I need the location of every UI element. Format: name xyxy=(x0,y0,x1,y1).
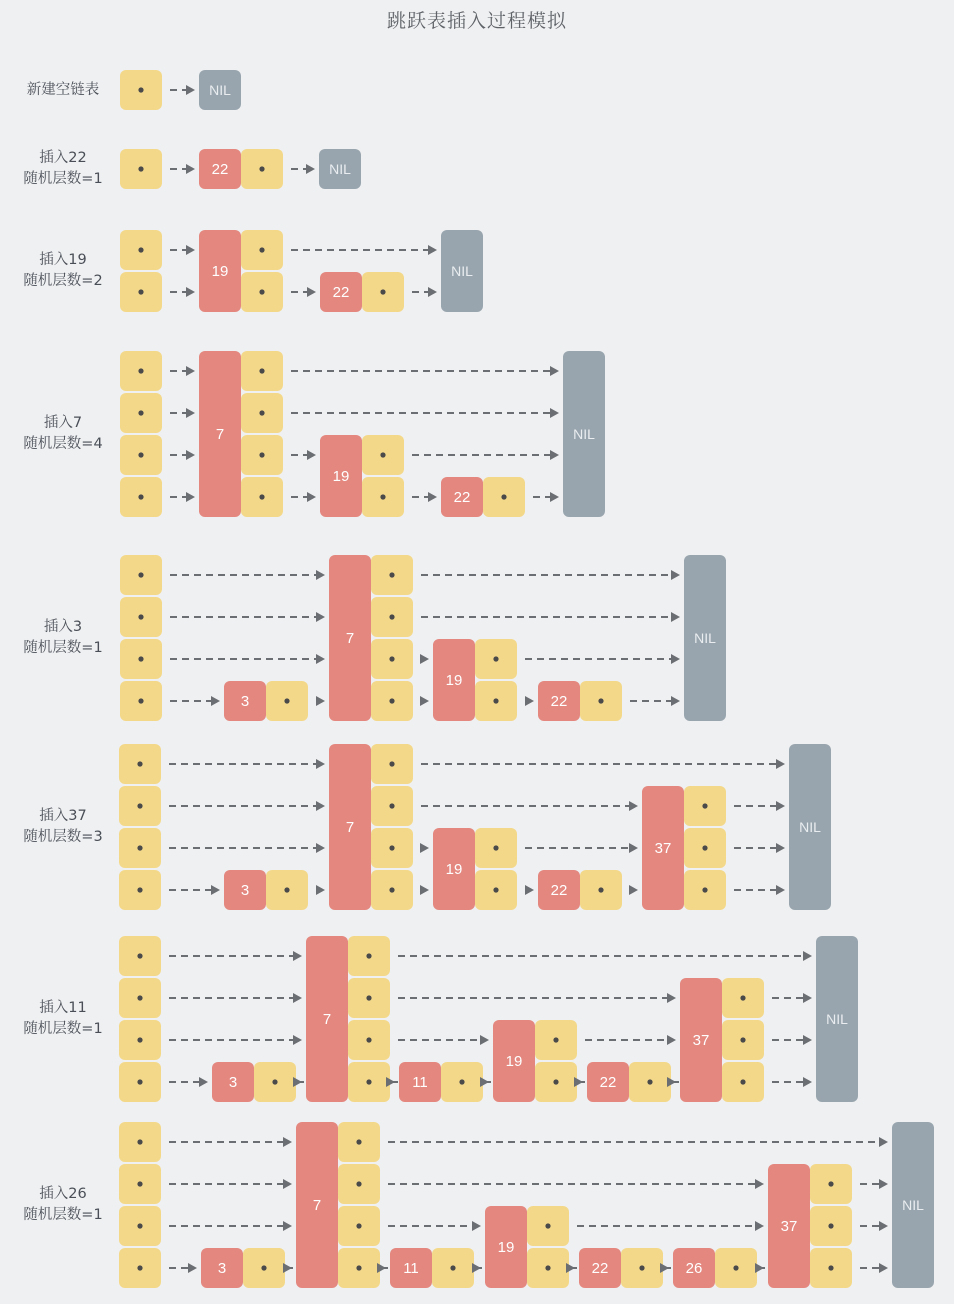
node-key-label: 37 xyxy=(654,840,672,857)
level-pointer-arrow xyxy=(734,843,785,853)
level-pointer-arrow xyxy=(630,696,680,706)
pointer-dot xyxy=(138,368,143,373)
pointer-dot xyxy=(259,410,264,415)
nil-label: NIL xyxy=(209,82,231,98)
pointer-dot xyxy=(389,656,394,661)
pointer-dot xyxy=(366,1037,371,1042)
level-pointer-arrow xyxy=(772,1077,812,1087)
pointer-dot xyxy=(389,572,394,577)
level-pointer-arrow xyxy=(412,450,559,460)
level-pointer-arrow xyxy=(291,408,559,418)
pointer-dot xyxy=(553,1079,558,1084)
level-pointer-arrow xyxy=(577,1221,764,1231)
step-label-line: 插入19 xyxy=(39,252,87,268)
pointer-dot xyxy=(828,1265,833,1270)
node-key-label: 7 xyxy=(322,1011,332,1028)
pointer-dot xyxy=(284,698,289,703)
level-pointer-arrow xyxy=(291,287,316,297)
insert-step-3 xyxy=(120,351,605,517)
pointer-dot xyxy=(702,887,707,892)
level-pointer-arrow xyxy=(412,287,437,297)
level-pointer-arrow xyxy=(525,885,534,895)
level-pointer-arrow xyxy=(169,1035,302,1045)
level-pointer-arrow xyxy=(170,450,195,460)
pointer-dot xyxy=(598,887,603,892)
node-key-label: 26 xyxy=(685,1260,703,1277)
level-pointer-arrow xyxy=(170,366,195,376)
step-label-line: 插入37 xyxy=(39,808,87,824)
pointer-dot xyxy=(259,289,264,294)
pointer-dot xyxy=(138,494,143,499)
node-key-label: 11 xyxy=(403,1260,419,1277)
nil-label: NIL xyxy=(451,263,473,279)
step-label-line: 插入26 xyxy=(39,1186,87,1202)
node-key-label: 3 xyxy=(240,693,250,710)
pointer-dot xyxy=(380,494,385,499)
pointer-dot xyxy=(366,1079,371,1084)
pointer-dot xyxy=(380,289,385,294)
insert-step-5 xyxy=(119,744,831,910)
pointer-dot xyxy=(493,845,498,850)
step-label xyxy=(8,806,118,848)
pointer-dot xyxy=(137,1265,142,1270)
step-label xyxy=(8,250,118,292)
step-label-line: 随机层数=1 xyxy=(23,640,103,656)
pointer-dot xyxy=(389,845,394,850)
pointer-dot xyxy=(740,1037,745,1042)
level-pointer-arrow xyxy=(420,885,429,895)
pointer-dot xyxy=(137,1181,142,1186)
step-label xyxy=(8,1184,118,1226)
level-pointer-arrow xyxy=(291,245,437,255)
nil-label: NIL xyxy=(329,161,351,177)
step-label xyxy=(8,80,118,101)
level-pointer-arrow xyxy=(170,492,195,502)
insert-step-0 xyxy=(120,70,241,110)
level-pointer-arrow xyxy=(170,612,325,622)
node-key-label: 7 xyxy=(312,1197,322,1214)
node-key-label: 19 xyxy=(445,861,463,878)
node-key-label: 22 xyxy=(550,693,568,710)
level-pointer-arrow xyxy=(585,1035,676,1045)
node-key-label: 19 xyxy=(497,1239,515,1256)
step-label xyxy=(8,148,118,190)
level-pointer-arrow xyxy=(291,450,316,460)
level-pointer-arrow xyxy=(169,885,220,895)
level-pointer-arrow xyxy=(291,492,316,502)
pointer-dot xyxy=(366,995,371,1000)
level-pointer-arrow xyxy=(772,993,812,1003)
pointer-dot xyxy=(389,803,394,808)
nil-label: NIL xyxy=(902,1197,924,1213)
level-pointer-arrow xyxy=(170,164,195,174)
level-pointer-arrow xyxy=(169,993,302,1003)
level-pointer-arrow xyxy=(293,1077,304,1087)
step-label-line: 随机层数=1 xyxy=(23,1021,103,1037)
pointer-dot xyxy=(553,1037,558,1042)
level-pointer-arrow xyxy=(525,654,680,664)
level-pointer-arrow xyxy=(772,1035,812,1045)
pointer-dot xyxy=(137,995,142,1000)
level-pointer-arrow xyxy=(525,696,534,706)
pointer-dot xyxy=(284,887,289,892)
level-pointer-arrow xyxy=(169,1221,292,1231)
level-pointer-arrow xyxy=(169,1077,208,1087)
pointer-dot xyxy=(261,1265,266,1270)
diagram-title: 跳跃表插入过程模拟 xyxy=(386,10,567,32)
level-pointer-arrow xyxy=(860,1263,888,1273)
node-key-label: 7 xyxy=(345,630,355,647)
level-pointer-arrow xyxy=(386,1077,398,1087)
level-pointer-arrow xyxy=(170,287,195,297)
level-pointer-arrow xyxy=(291,164,315,174)
pointer-dot xyxy=(137,1223,142,1228)
level-pointer-arrow xyxy=(283,1263,293,1273)
pointer-dot xyxy=(356,1223,361,1228)
level-pointer-arrow xyxy=(412,492,437,502)
pointer-dot xyxy=(138,452,143,457)
pointer-dot xyxy=(137,953,142,958)
level-pointer-arrow xyxy=(388,1221,481,1231)
level-pointer-arrow xyxy=(377,1263,388,1273)
pointer-dot xyxy=(137,1037,142,1042)
step-label xyxy=(8,413,118,455)
step-label-line: 随机层数=4 xyxy=(23,436,103,452)
nil-label: NIL xyxy=(694,630,716,646)
pointer-dot xyxy=(259,166,264,171)
pointer-dot xyxy=(389,614,394,619)
node-key-label: 3 xyxy=(240,882,250,899)
pointer-dot xyxy=(138,656,143,661)
level-pointer-arrow xyxy=(421,570,680,580)
nil-label: NIL xyxy=(826,1011,848,1027)
pointer-dot xyxy=(828,1223,833,1228)
pointer-dot xyxy=(259,452,264,457)
level-pointer-arrow xyxy=(660,1263,671,1273)
pointer-dot xyxy=(138,614,143,619)
node-key-label: 19 xyxy=(505,1053,523,1070)
pointer-dot xyxy=(137,1079,142,1084)
pointer-dot xyxy=(459,1079,464,1084)
node-key-label: 22 xyxy=(211,161,229,178)
level-pointer-arrow xyxy=(170,654,325,664)
level-pointer-arrow xyxy=(420,843,429,853)
pointer-dot xyxy=(389,761,394,766)
level-pointer-arrow xyxy=(421,801,638,811)
pointer-dot xyxy=(493,698,498,703)
level-pointer-arrow xyxy=(316,696,325,706)
level-pointer-arrow xyxy=(170,408,195,418)
pointer-dot xyxy=(138,87,143,92)
level-pointer-arrow xyxy=(574,1077,585,1087)
insert-step-1 xyxy=(120,149,361,189)
node-key-label: 22 xyxy=(453,489,471,506)
node-key-label: 3 xyxy=(228,1074,238,1091)
step-label xyxy=(8,998,118,1040)
level-pointer-arrow xyxy=(398,1035,489,1045)
pointer-dot xyxy=(366,953,371,958)
level-pointer-arrow xyxy=(398,951,812,961)
pointer-dot xyxy=(501,494,506,499)
step-label-line: 插入3 xyxy=(43,619,83,635)
pointer-dot xyxy=(259,247,264,252)
step-label-line: 随机层数=2 xyxy=(23,273,103,289)
step-label-line: 随机层数=1 xyxy=(23,1207,103,1223)
level-pointer-arrow xyxy=(169,759,325,769)
level-pointer-arrow xyxy=(480,1077,491,1087)
level-pointer-arrow xyxy=(472,1263,482,1273)
pointer-dot xyxy=(598,698,603,703)
pointer-dot xyxy=(740,1079,745,1084)
pointer-dot xyxy=(389,887,394,892)
insert-step-7 xyxy=(119,1122,934,1288)
pointer-dot xyxy=(450,1265,455,1270)
pointer-dot xyxy=(137,1139,142,1144)
level-pointer-arrow xyxy=(533,492,559,502)
pointer-dot xyxy=(639,1265,644,1270)
pointer-dot xyxy=(733,1265,738,1270)
pointer-dot xyxy=(137,845,142,850)
pointer-dot xyxy=(138,698,143,703)
node-key-label: 37 xyxy=(780,1218,798,1235)
insert-step-4 xyxy=(120,555,726,721)
pointer-dot xyxy=(138,289,143,294)
level-pointer-arrow xyxy=(316,885,325,895)
node-key-label: 37 xyxy=(692,1032,710,1049)
pointer-dot xyxy=(138,166,143,171)
pointer-dot xyxy=(493,887,498,892)
step-label-line: 插入7 xyxy=(43,415,83,431)
node-key-label: 19 xyxy=(211,263,229,280)
step-label-line: 新建空链表 xyxy=(26,81,100,98)
level-pointer-arrow xyxy=(169,1137,292,1147)
level-pointer-arrow xyxy=(420,696,429,706)
level-pointer-arrow xyxy=(667,1077,679,1087)
level-pointer-arrow xyxy=(388,1137,888,1147)
pointer-dot xyxy=(380,452,385,457)
level-pointer-arrow xyxy=(734,885,785,895)
level-pointer-arrow xyxy=(170,85,195,95)
pointer-dot xyxy=(545,1265,550,1270)
pointer-dot xyxy=(356,1265,361,1270)
node-key-label: 22 xyxy=(550,882,568,899)
pointer-dot xyxy=(259,494,264,499)
pointer-dot xyxy=(137,803,142,808)
level-pointer-arrow xyxy=(566,1263,577,1273)
node-key-label: 19 xyxy=(445,672,463,689)
level-pointer-arrow xyxy=(170,245,195,255)
level-pointer-arrow xyxy=(388,1179,764,1189)
pointer-dot xyxy=(545,1223,550,1228)
pointer-dot xyxy=(740,995,745,1000)
node-key-label: 11 xyxy=(412,1074,428,1091)
level-pointer-arrow xyxy=(291,366,559,376)
pointer-dot xyxy=(259,368,264,373)
level-pointer-arrow xyxy=(169,1179,292,1189)
level-pointer-arrow xyxy=(169,951,302,961)
node-key-label: 7 xyxy=(345,819,355,836)
pointer-dot xyxy=(647,1079,652,1084)
pointer-dot xyxy=(493,656,498,661)
node-key-label: 3 xyxy=(217,1260,227,1277)
pointer-dot xyxy=(702,845,707,850)
level-pointer-arrow xyxy=(420,654,429,664)
nil-label: NIL xyxy=(799,819,821,835)
level-pointer-arrow xyxy=(169,843,325,853)
pointer-dot xyxy=(137,887,142,892)
level-pointer-arrow xyxy=(170,570,325,580)
level-pointer-arrow xyxy=(169,1263,197,1273)
level-pointer-arrow xyxy=(734,801,785,811)
pointer-dot xyxy=(389,698,394,703)
step-label xyxy=(8,617,118,659)
level-pointer-arrow xyxy=(169,801,325,811)
node-key-label: 22 xyxy=(599,1074,617,1091)
pointer-dot xyxy=(828,1181,833,1186)
level-pointer-arrow xyxy=(755,1263,765,1273)
pointer-dot xyxy=(137,761,142,766)
pointer-dot xyxy=(356,1139,361,1144)
level-pointer-arrow xyxy=(860,1179,888,1189)
level-pointer-arrow xyxy=(629,885,638,895)
step-label-line: 随机层数=3 xyxy=(23,829,103,845)
level-pointer-arrow xyxy=(421,612,680,622)
step-label-line: 随机层数=1 xyxy=(23,171,103,187)
pointer-dot xyxy=(356,1181,361,1186)
level-pointer-arrow xyxy=(398,993,676,1003)
pointer-dot xyxy=(138,247,143,252)
node-key-label: 7 xyxy=(215,426,225,443)
pointer-dot xyxy=(702,803,707,808)
pointer-dot xyxy=(138,572,143,577)
step-label-line: 插入22 xyxy=(39,150,87,166)
node-key-label: 22 xyxy=(332,284,350,301)
insert-step-2 xyxy=(120,230,483,312)
step-label-line: 插入11 xyxy=(39,1000,87,1016)
insert-step-6 xyxy=(119,936,858,1102)
node-key-label: 22 xyxy=(591,1260,609,1277)
level-pointer-arrow xyxy=(525,843,638,853)
node-key-label: 19 xyxy=(332,468,350,485)
pointer-dot xyxy=(138,410,143,415)
pointer-dot xyxy=(272,1079,277,1084)
level-pointer-arrow xyxy=(421,759,785,769)
level-pointer-arrow xyxy=(860,1221,888,1231)
level-pointer-arrow xyxy=(170,696,220,706)
nil-label: NIL xyxy=(573,426,595,442)
